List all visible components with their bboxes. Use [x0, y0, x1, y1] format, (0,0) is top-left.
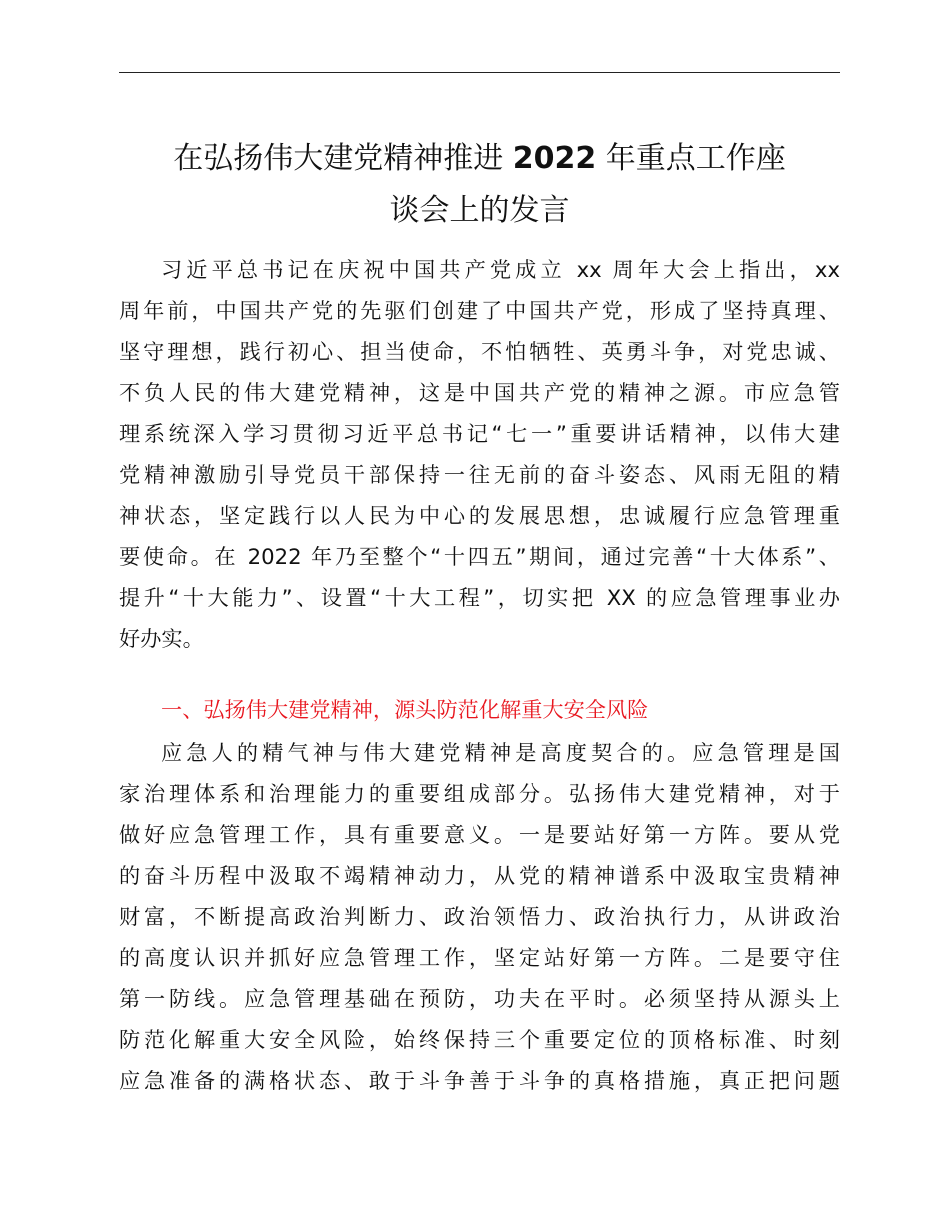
- paragraph-1-line: 党精神激励引导党员干部保持一往无前的奋斗姿态、风雨无阻的精: [119, 462, 840, 487]
- paragraph-2-line: 财富，不断提高政治判断力、政治领悟力、政治执行力，从讲政治: [119, 904, 840, 929]
- document-title-line-2: 谈会上的发言: [389, 193, 570, 228]
- paragraph-1-line: 不负人民的伟大建党精神，这是中国共产党的精神之源。市应急管: [119, 380, 840, 405]
- paragraph-1-line: 周年前，中国共产党的先驱们创建了中国共产党，形成了坚持真理、: [119, 298, 840, 323]
- paragraph-1-line: 理系统深入学习贯彻习近平总书记“七一”重要讲话精神，以伟大建: [119, 421, 840, 446]
- paragraph-2-line: 家治理体系和治理能力的重要组成部分。弘扬伟大建党精神，对于: [119, 781, 840, 806]
- paragraph-2-line: 第一防线。应急管理基础在预防，功夫在平时。必须坚持从源头上: [119, 986, 840, 1011]
- document-title-line-1: [119, 134, 840, 184]
- paragraph-2-line: 做好应急管理工作，具有重要意义。一是要站好第一方阵。要从党: [119, 822, 840, 847]
- paragraph-2-line: 防范化解重大安全风险，始终保持三个重要定位的顶格标准、时刻: [119, 1027, 840, 1052]
- header-rule: [119, 72, 840, 73]
- paragraph-2-line: 的高度认识并抓好应急管理工作，坚定站好第一方阵。二是要守住: [119, 945, 840, 970]
- paragraph-1-line: 习近平总书记在庆祝中国共产党成立 xx 周年大会上指出，xx: [161, 257, 840, 282]
- title-year: 2022: [512, 141, 597, 176]
- section-heading-1: 一、弘扬伟大建党精神，源头防范化解重大安全风险: [161, 697, 649, 722]
- paragraph-2-line: 应急人的精气神与伟大建党精神是高度契合的。应急管理是国: [161, 740, 840, 765]
- paragraph-2-line: 的奋斗历程中汲取不竭精神动力，从党的精神谱系中汲取宝贵精神: [119, 863, 840, 888]
- paragraph-1-line: 提升“十大能力”、设置“十大工程”，切实把 XX 的应急管理事业办: [119, 585, 840, 610]
- paragraph-1-line: 坚守理想，践行初心、担当使命，不怕牺牲、英勇斗争，对党忠诚、: [119, 339, 840, 364]
- paragraph-1-line: 要使命。在 2022 年乃至整个“十四五”期间，通过完善“十大体系”、: [119, 544, 840, 569]
- title-text-post: 年重点工作座: [596, 141, 786, 176]
- paragraph-1-line: 神状态，坚定践行以人民为中心的发展思想，忠诚履行应急管理重: [119, 503, 840, 528]
- paragraph-1-line: 好办实。: [119, 626, 204, 651]
- title-text-pre: 在弘扬伟大建党精神推进: [173, 141, 513, 176]
- paragraph-2-line: 应急准备的满格状态、敢于斗争善于斗争的真格措施，真正把问题: [119, 1068, 840, 1093]
